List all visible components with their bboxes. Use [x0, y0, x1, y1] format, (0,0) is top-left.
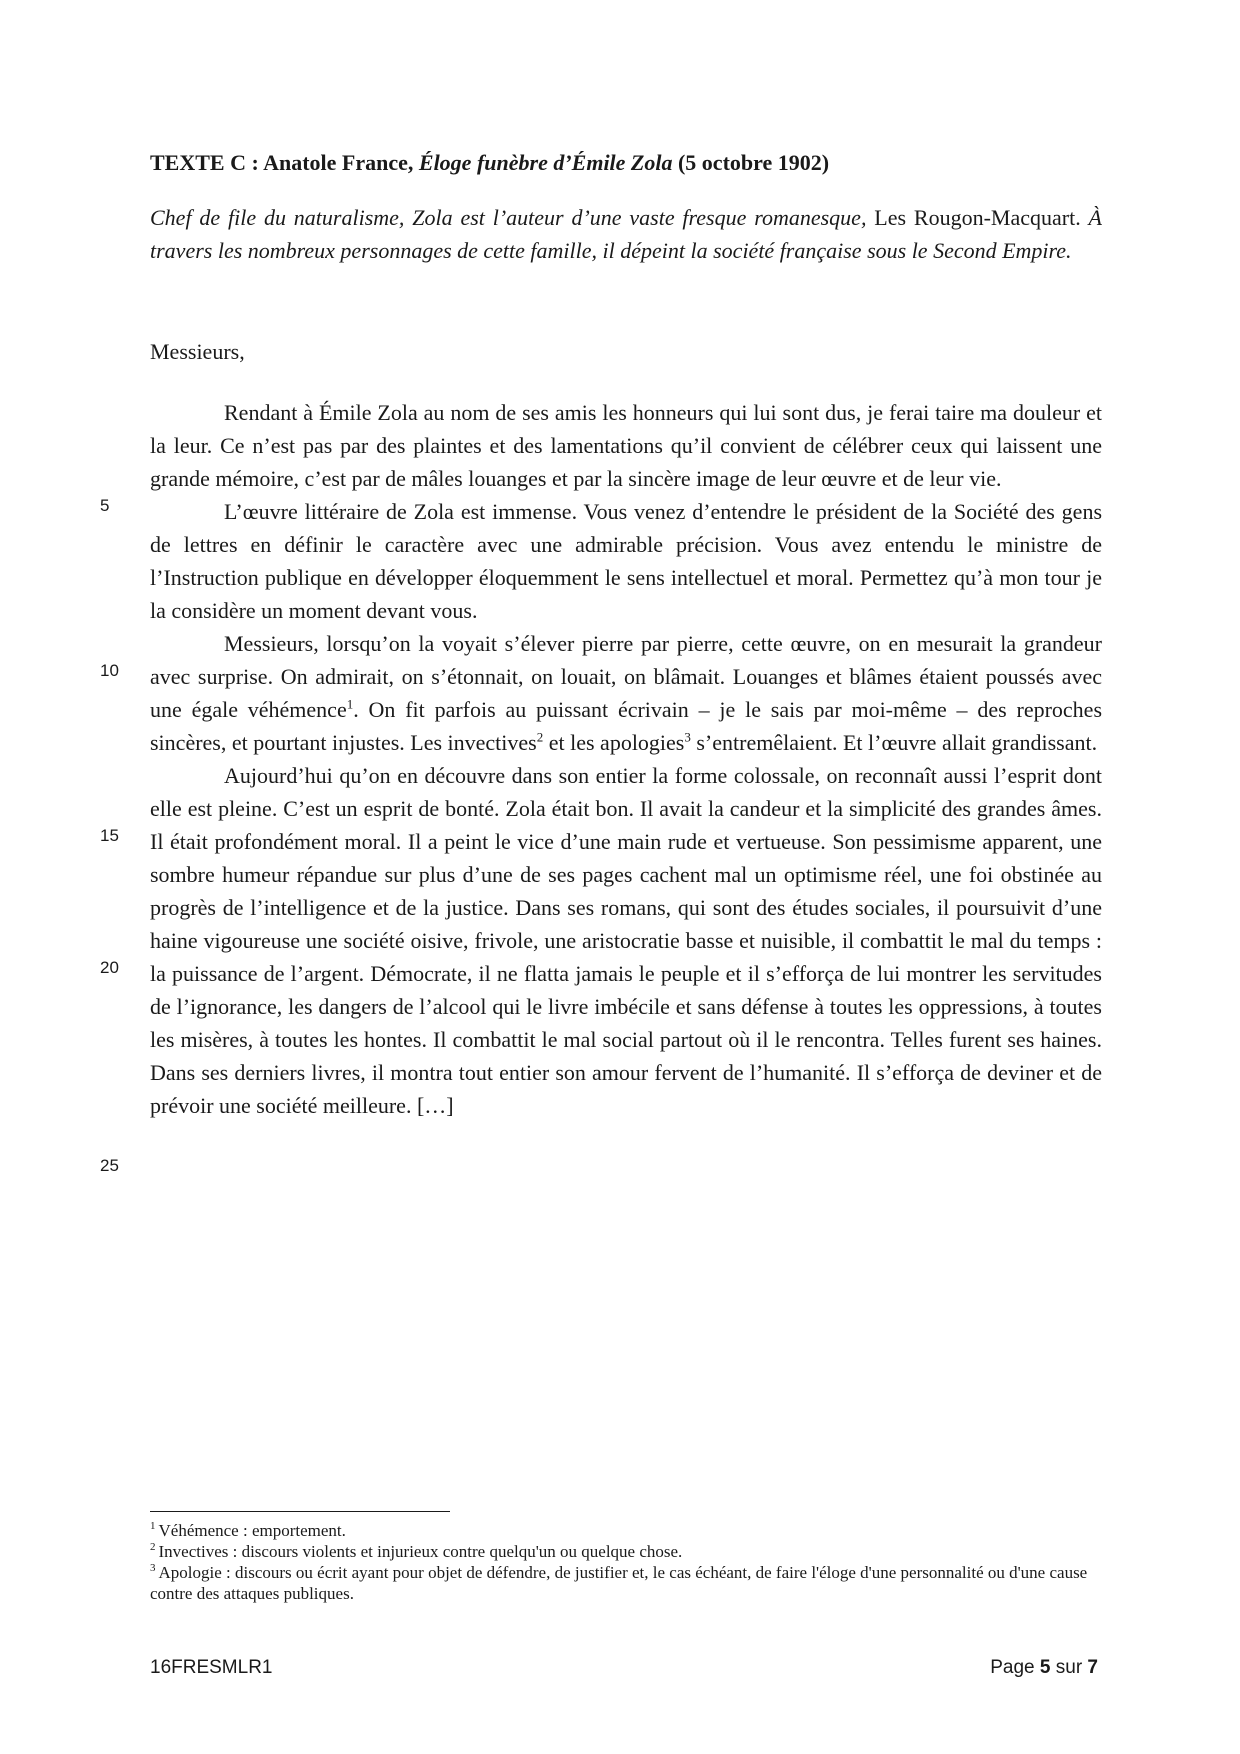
intro-part-1: Chef de file du naturalisme, Zola est l’auteur d’une vaste fresque romanesque,	[150, 205, 867, 230]
footnote-2-number: 2	[150, 1541, 156, 1554]
footnote-separator	[150, 1511, 450, 1512]
footnote-ref-1: 1	[346, 696, 354, 712]
intro-book-title: Les Rougon-Macquart.	[866, 205, 1089, 230]
footnote-ref-3: 3	[684, 729, 691, 745]
intro-part-2: À travers les nombreux personnages de cette famille, il dépeint la société française sous le Second Empire.	[150, 205, 1102, 263]
paragraph-2: L’œuvre littéraire de Zola est immense. Vous venez d’entendre le président de la Société des gens de lettres en définir le caractère avec une admirable précision. Vous avez entendu le ministre de l’Instruction publique en développer éloquemment le sens intellectuel et moral. Permettez qu’à mon tour je la considère un moment devant vous.	[150, 499, 1102, 623]
line-number-5: 5	[100, 496, 110, 515]
title-label: TEXTE C : Anatole France,	[150, 150, 419, 175]
footnote-3	[150, 1562, 1090, 1604]
title-date: (5 octobre 1902)	[672, 150, 830, 175]
line-number-20: 20	[100, 958, 119, 977]
page-total: 7	[1087, 1657, 1098, 1678]
salutation: Messieurs,	[150, 339, 245, 364]
paragraph-3-part-b: . On fit parfois au puissant écrivain – je le sais par moi-même – des reproches sincères, et pourtant injustes. Les invectives	[150, 697, 1103, 755]
title-work: Éloge funèbre d’Émile Zola	[418, 150, 673, 175]
footnote-3-text: Apologie : discours ou écrit ayant pour objet de défendre, de justifier et, le cas échéant, de faire l'éloge d'une personnalité ou d'une cause contre des attaques publiques.	[150, 1563, 1088, 1603]
intro-text	[150, 201, 1102, 267]
page-number	[990, 1656, 1098, 1680]
line-number-10: 10	[100, 661, 119, 680]
paragraph-3	[150, 627, 1102, 759]
paragraph-3-part-d: s’entremêlaient. Et l’œuvre allait grandissant.	[690, 730, 1098, 755]
page-label: Page	[990, 1657, 1040, 1678]
document-title	[150, 148, 1100, 178]
paragraph-3-part-a: Messieurs, lorsqu’on la voyait s’élever pierre par pierre, cette œuvre, on en mesurait la grandeur avec surprise. On admirait, on s’étonnait, on louait, on blâmait. Louanges et blâmes étaient poussés avec une égale véhémence	[150, 631, 1102, 722]
speech-body	[150, 396, 1102, 1122]
line-number-15: 15	[100, 826, 119, 845]
footnote-1-text: Véhémence : emportement.	[158, 1521, 346, 1540]
footnote-2	[150, 1541, 1090, 1562]
footnotes	[150, 1520, 1090, 1604]
footnote-3-number: 3	[150, 1562, 156, 1575]
footnote-ref-2: 2	[536, 729, 544, 745]
footnote-1	[150, 1520, 1090, 1541]
footnote-2-text: Invectives : discours violents et injurieux contre quelqu'un ou quelque chose.	[158, 1542, 683, 1561]
footnote-1-number: 1	[150, 1520, 156, 1533]
page-separator: sur	[1050, 1657, 1088, 1678]
paragraph-1: Rendant à Émile Zola au nom de ses amis les honneurs qui lui sont dus, je ferai taire ma douleur et la leur. Ce n’est pas par des plaintes et des lamentations qu’il convient de célébrer ceux qui laissent une grande mémoire, c’est par de mâles louanges et par la sincère image de leur œuvre et de leur vie.	[150, 400, 1102, 491]
paragraph-3-part-c: et les apologies	[543, 730, 685, 755]
page-current: 5	[1039, 1657, 1051, 1678]
exam-code: 16FRESMLR1	[150, 1657, 273, 1678]
paragraph-4: Aujourd’hui qu’on en découvre dans son entier la forme colossale, on reconnaît aussi l’esprit dont elle est pleine. C’est un esprit de bonté. Zola était bon. Il avait la candeur et la simplicité des grandes âmes. Il était profondément moral. Il a peint le vice d’une main rude et vertueuse. Son pessimisme apparent, une sombre humeur répandue sur plus d’une de ses pages cachent mal un optimisme réel, une foi obstinée au progrès de l’intelligence et de la justice. Dans ses romans, qui sont des études sociales, il poursuivit d’une haine vigoureuse une société oisive, frivole, une aristocratie basse et nuisible, il combattit le mal du temps : la puissance de l’argent. Démocrate, il ne flatta jamais le peuple et il s’efforça de lui montrer les servitudes de l’ignorance, les dangers de l’alcool qui le livre imbécile et sans défense à toutes les oppressions, à toutes les misères, à toutes les hontes. Il combattit le mal social partout où il le rencontra. Telles furent ses haines. Dans ses derniers livres, il montra tout entier son amour fervent de l’humanité. Il s’efforça de deviner et de prévoir une société meilleure. […]	[150, 763, 1102, 1118]
line-number-25: 25	[100, 1156, 119, 1175]
